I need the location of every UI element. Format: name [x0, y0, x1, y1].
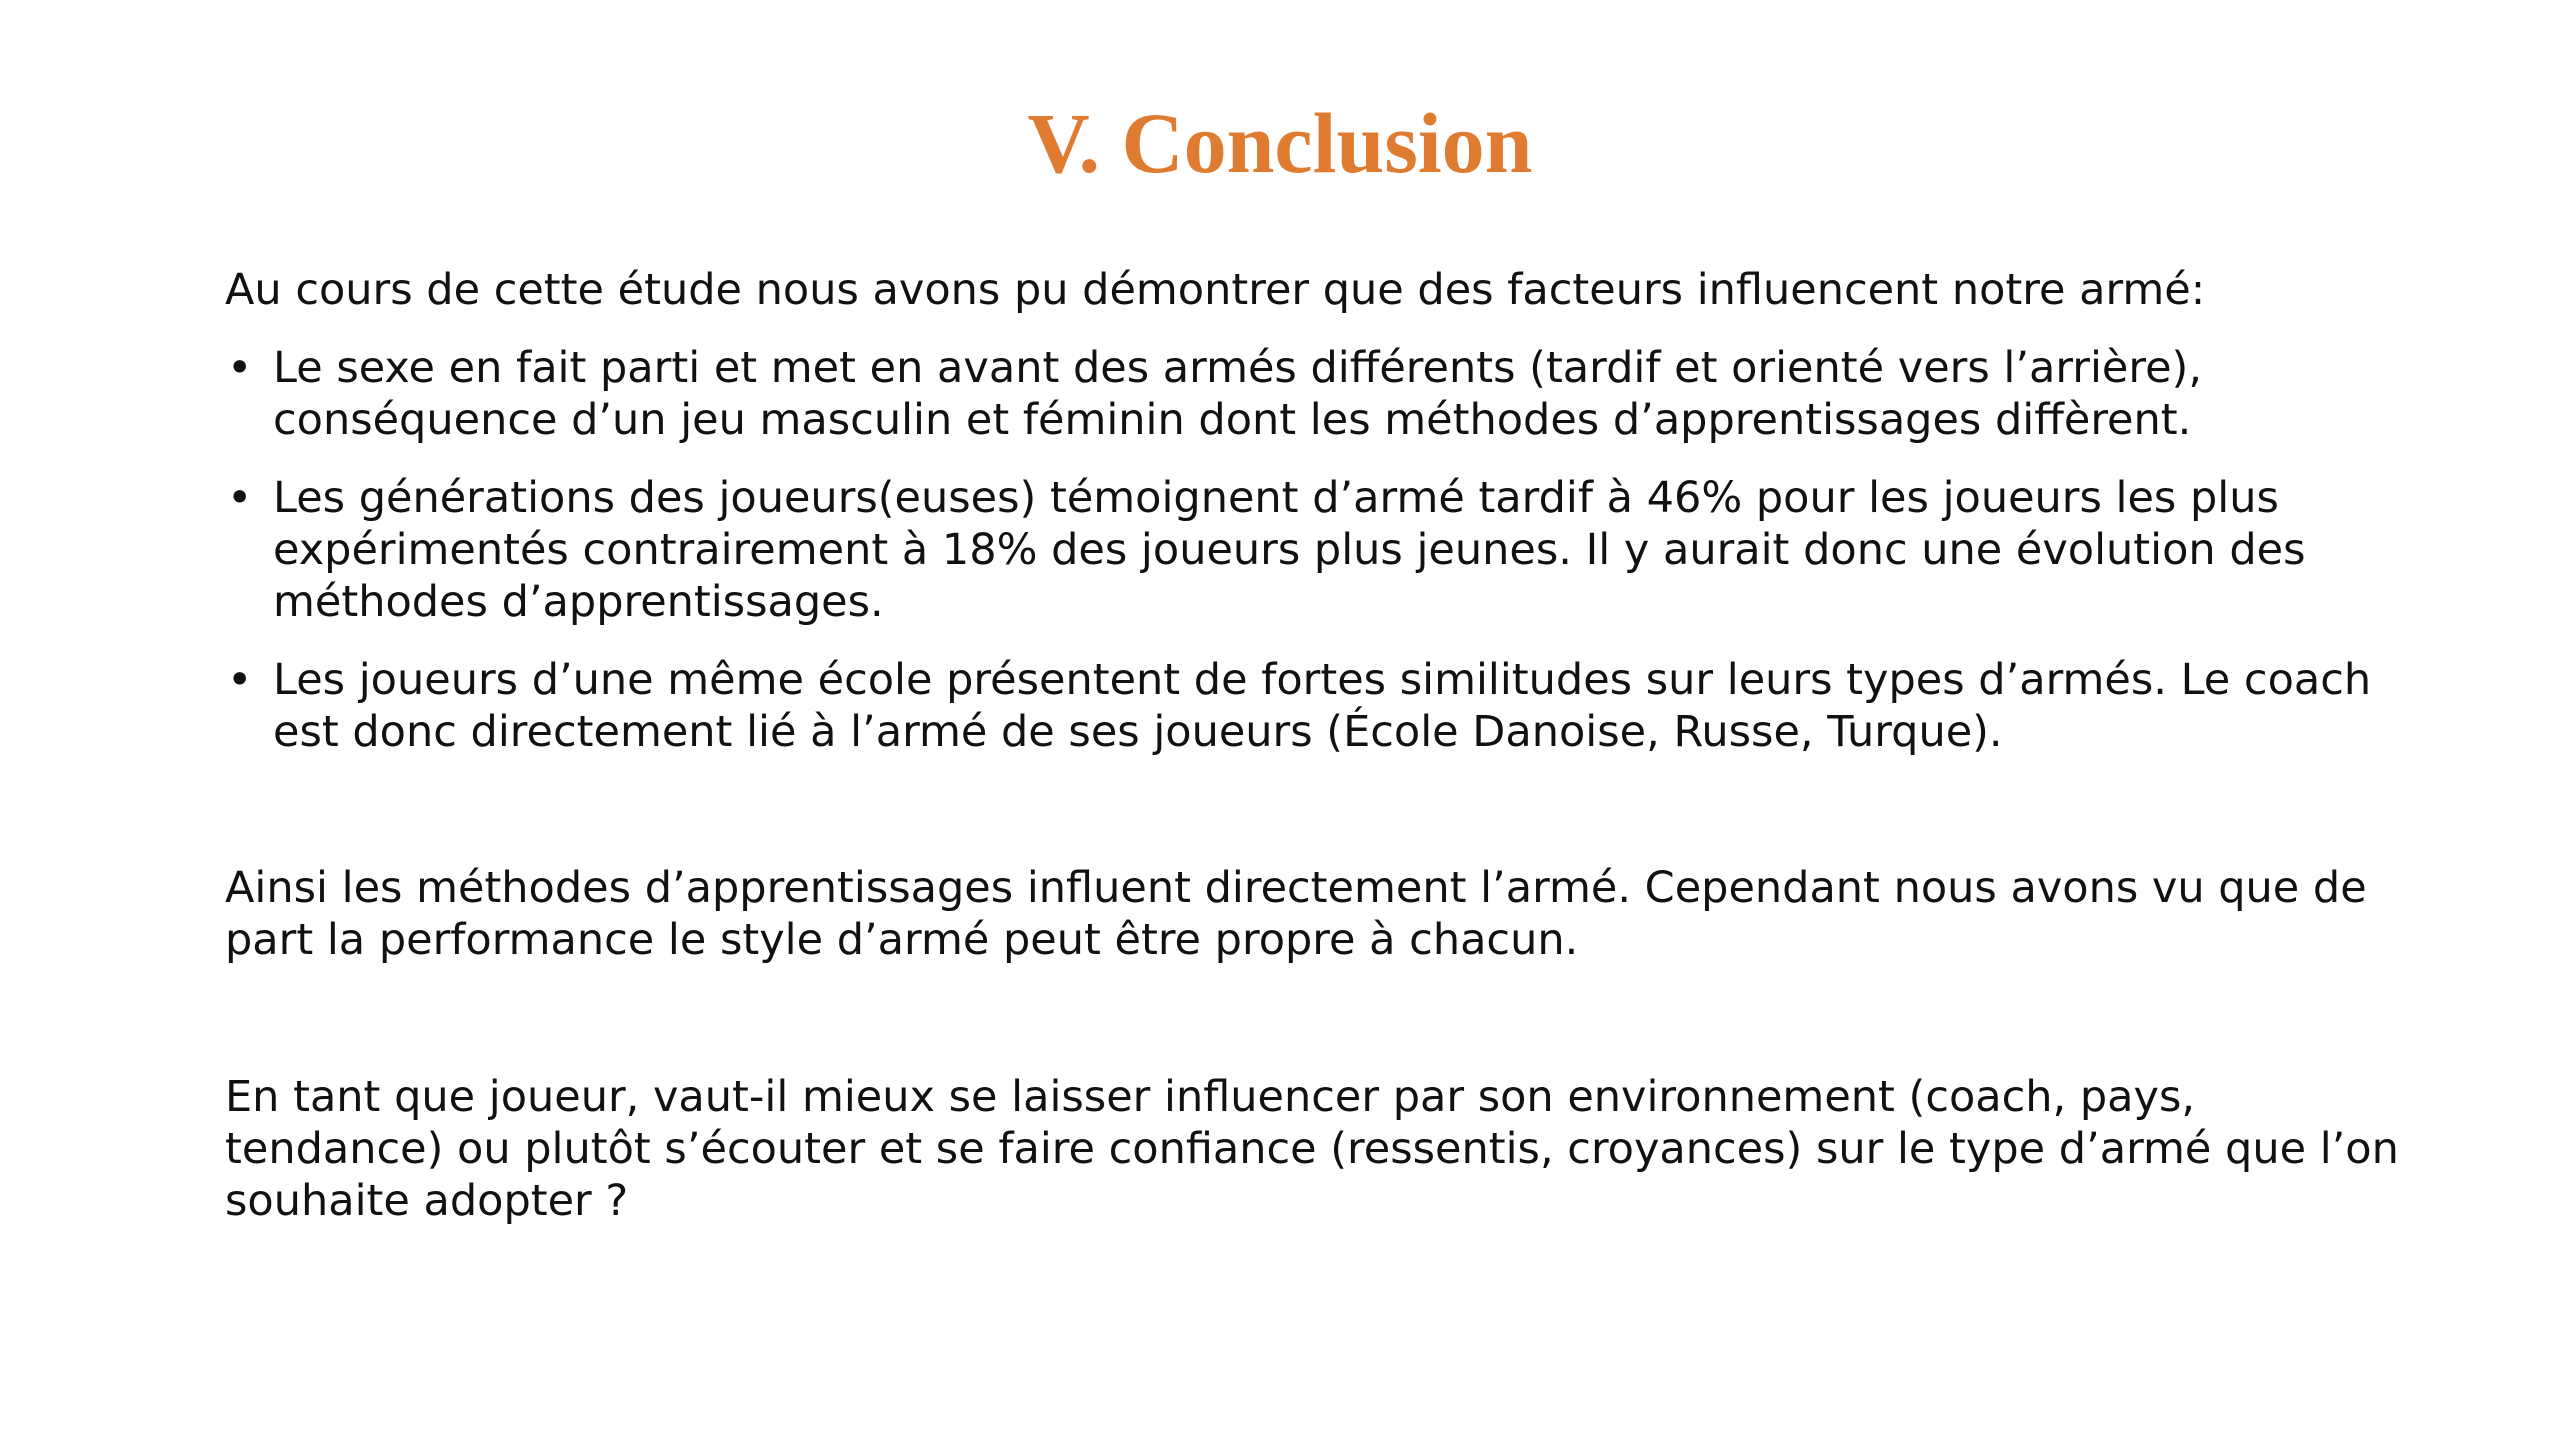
bullet-item-generations	[225, 472, 2405, 628]
slide-title: V. Conclusion	[1027, 95, 1533, 191]
bullet-item-school	[225, 654, 2405, 758]
question-paragraph: En tant que joueur, vaut-il mieux se laisser influencer par son environnement (coach, pays, tendance) ou plutôt s’écouter et se faire confiance (ressentis, croyances) sur le type d’armé que l’on souhaite adopter ?	[225, 1072, 2399, 1226]
bullet-text: Les joueurs d’une même école présentent de fortes similitudes sur leurs types d’armés. Le coach est donc directement lié à l’armé de ses joueurs (École Danoise, Russe, Turque).	[273, 655, 2372, 757]
bullet-text: Les générations des joueurs(euses) témoignent d’armé tardif à 46% pour les joueurs les plus expérimentés contrairement à 18% des joueurs plus jeunes. Il y aurait donc une évolution des méthodes d’apprentissages.	[273, 473, 2306, 627]
bullet-icon: •	[227, 343, 253, 393]
bullet-icon: •	[227, 473, 253, 523]
summary-paragraph: Ainsi les méthodes d’apprentissages influent directement l’armé. Cependant nous avons vu que de part la performance le style d’armé peut être propre à chacun.	[225, 863, 2367, 965]
bullet-item-sex	[225, 342, 2405, 446]
intro-paragraph: Au cours de cette étude nous avons pu démontrer que des facteurs influencent notre armé:	[225, 265, 2206, 315]
bullet-icon: •	[227, 655, 253, 705]
bullet-text: Le sexe en fait parti et met en avant des armés différents (tardif et orienté vers l’arrière), conséquence d’un jeu masculin et féminin dont les méthodes d’apprentissages diffèrent.	[273, 343, 2202, 445]
conclusion-bullet-list	[225, 342, 2405, 784]
